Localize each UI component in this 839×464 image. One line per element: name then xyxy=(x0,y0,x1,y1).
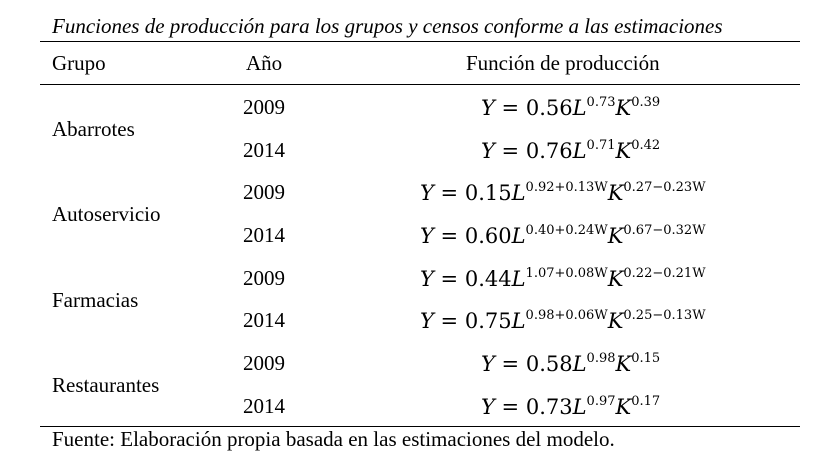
group-label-restaurantes: Restaurantes xyxy=(52,373,160,397)
group-label-autoservicio: Autoservicio xyxy=(52,202,161,226)
header-function: Función de producción xyxy=(466,51,660,75)
source-note: Fuente: Elaboración propia basada en las estimaciones del modelo. xyxy=(52,427,615,451)
formula-cell: $Y = 0.58L^{0.98}K^{0.15}$ xyxy=(481,351,661,376)
header-group: Grupo xyxy=(52,51,106,75)
group-label-abarrotes: Abarrotes xyxy=(52,117,135,141)
header-rule xyxy=(40,84,800,85)
top-rule xyxy=(40,41,800,42)
formula-cell: $Y = 0.73L^{0.97}K^{0.17}$ xyxy=(481,394,661,419)
formula-cell: $Y = 0.60L^{0.40+0.24W}K^{0.67-0.32W}$ xyxy=(420,223,706,248)
year-cell: 2009 xyxy=(243,95,285,119)
year-cell: 2014 xyxy=(243,308,285,332)
year-cell: 2014 xyxy=(243,138,285,162)
year-cell: 2014 xyxy=(243,394,285,418)
formula-cell: $Y = 0.76L^{0.71}K^{0.42}$ xyxy=(481,138,661,163)
year-cell: 2014 xyxy=(243,223,285,247)
year-cell: 2009 xyxy=(243,266,285,290)
formula-cell: $Y = 0.75L^{0.98+0.06W}K^{0.25-0.13W}$ xyxy=(420,308,706,333)
formula-cell: $Y = 0.44L^{1.07+0.08W}K^{0.22-0.21W}$ xyxy=(420,266,706,291)
group-label-farmacias: Farmacias xyxy=(52,288,139,312)
header-year: Año xyxy=(246,51,283,75)
year-cell: 2009 xyxy=(243,351,285,375)
year-cell: 2009 xyxy=(243,180,285,204)
table-title: Funciones de producción para los grupos y censos conforme a las estimaciones xyxy=(52,14,723,38)
formula-cell: $Y = 0.56L^{0.73}K^{0.39}$ xyxy=(481,95,661,120)
formula-cell: $Y = 0.15L^{0.92+0.13W}K^{0.27-0.23W}$ xyxy=(420,180,706,205)
